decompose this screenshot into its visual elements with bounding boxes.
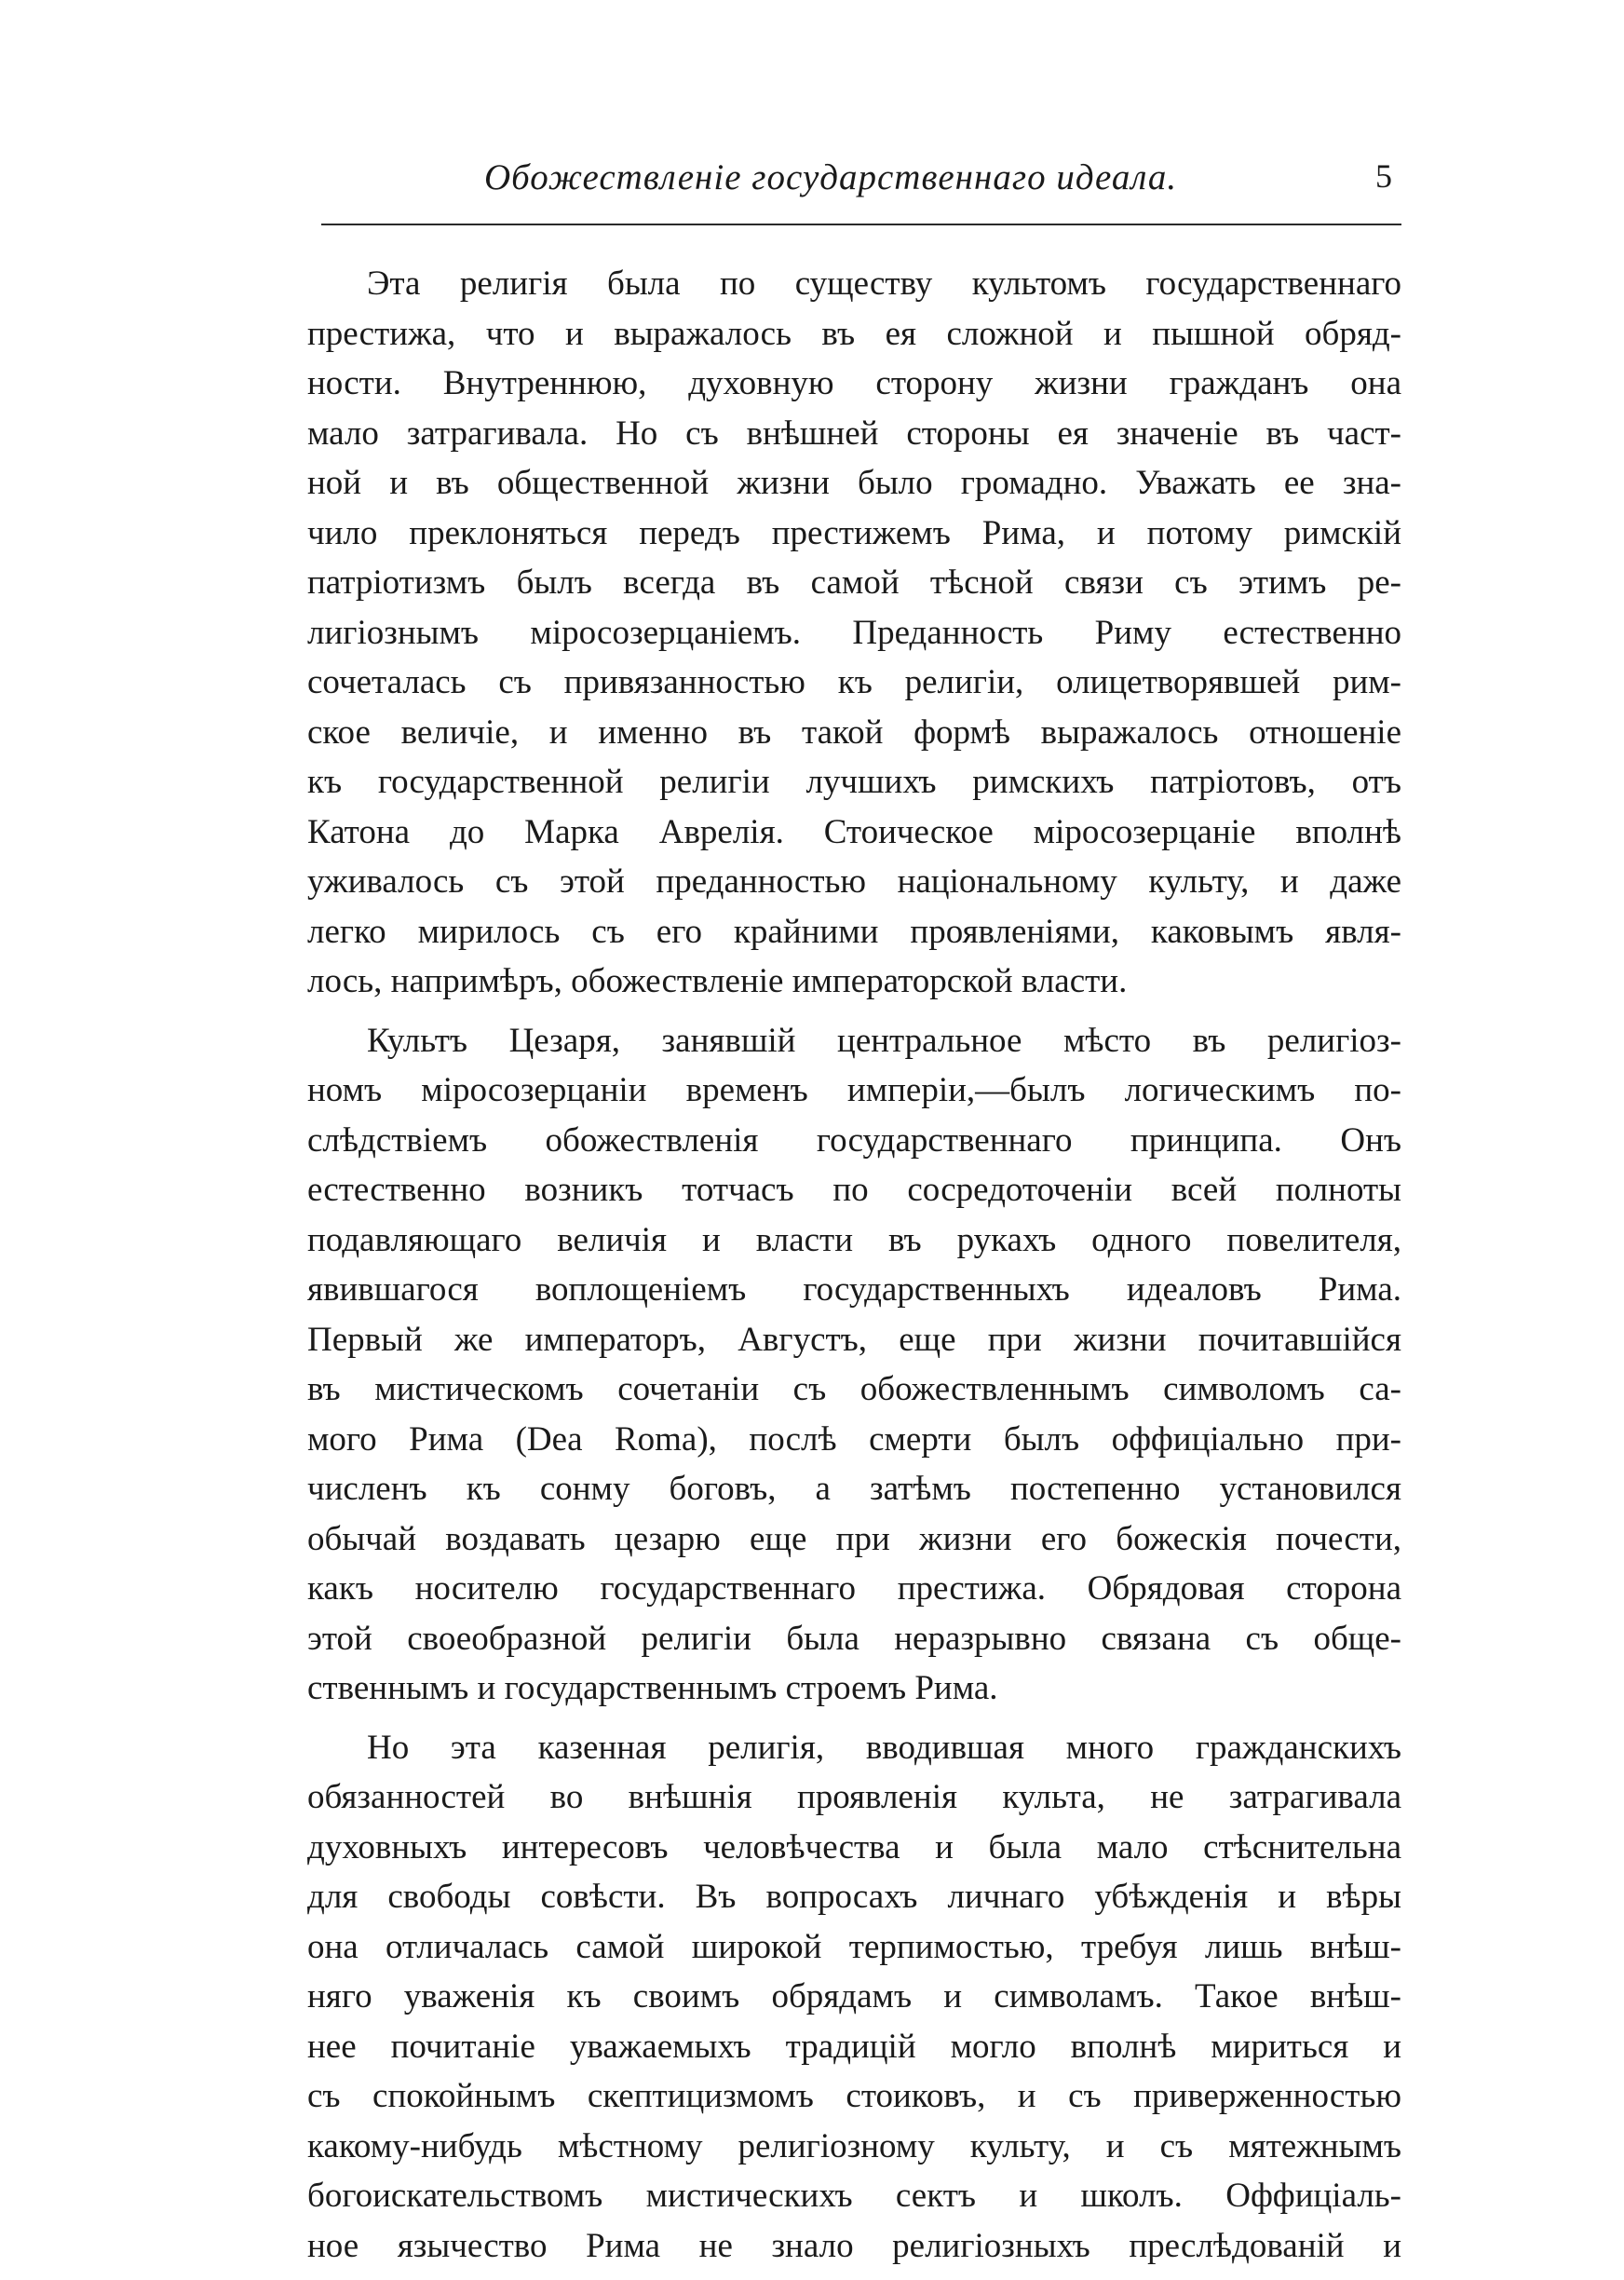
text-line: для свободы совѣсти. Въ вопросахъ личнаго убѣжденія и вѣры xyxy=(307,1878,1401,1916)
text-line: этой своеобразной религіи была неразрывно связана съ обще- xyxy=(307,1619,1401,1658)
text-line: лигіознымъ міросозерцаніемъ. Преданность Риму естественно xyxy=(307,613,1401,652)
text-line: Катона до Марка Аврелія. Стоическое міросозерцаніе вполнѣ xyxy=(307,812,1401,851)
text-line: численъ къ сонму боговъ, а затѣмъ постепенно установился xyxy=(307,1470,1401,1508)
page-number: 5 xyxy=(1375,157,1392,195)
text-line: легко мирилось съ его крайними проявленіями, каковымъ явля- xyxy=(307,912,1401,951)
text-line: слѣдствіемъ обожествленія государственнаго принципа. Онъ xyxy=(307,1120,1401,1160)
body-text xyxy=(307,259,1401,2280)
text-line: духовныхъ интересовъ человѣчества и была мало стѣснительна xyxy=(307,1827,1401,1866)
text-line: съ спокойнымъ скептицизмомъ стоиковъ, и съ приверженностью xyxy=(307,2077,1401,2115)
text-line: уживалось съ этой преданностью національному культу, и даже xyxy=(307,862,1401,901)
text-line: чило преклоняться передъ престижемъ Рима, и потому римскій xyxy=(307,513,1401,552)
text-line: ной и въ общественной жизни было громадно. Уважать ее зна- xyxy=(307,464,1401,502)
text-line: престижа, что и выражалось въ ея сложной и пышной обряд- xyxy=(307,314,1401,353)
running-head xyxy=(321,149,1401,205)
header-rule xyxy=(321,224,1401,225)
text-line: ности. Внутреннюю, духовную сторону жизни гражданъ она xyxy=(307,364,1401,402)
text-line: Первый же императоръ, Августъ, еще при жизни почитавшійся xyxy=(307,1320,1401,1359)
text-line: ное язычество Рима не знало религіозныхъ преслѣдованій и xyxy=(307,2226,1401,2265)
text-line: какому-нибудь мѣстному религіозному культу, и съ мятежнымъ xyxy=(307,2126,1401,2165)
text-line: обязанностей во внѣшнія проявленія культа, не затрагивала xyxy=(307,1778,1401,1816)
text-line: явившагося воплощеніемъ государственныхъ идеаловъ Рима. xyxy=(307,1270,1401,1309)
text-line: Но эта казенная религія, вводившая много гражданскихъ xyxy=(367,1728,1401,1767)
text-line: подавляющаго величія и власти въ рукахъ одного повелителя, xyxy=(307,1220,1401,1259)
running-title: Обожествленіе государственнаго идеала. xyxy=(484,157,1178,197)
text-line: лось, напримѣръ, обожествленіе императорской власти. xyxy=(307,962,1128,1000)
text-line: номъ міросозерцаніи временъ имперіи,—былъ логическимъ по- xyxy=(307,1071,1401,1109)
text-line: Культъ Цезаря, занявшій центральное мѣсто въ религіоз- xyxy=(367,1021,1401,1060)
text-line: ственнымъ и государственнымъ строемъ Рима. xyxy=(307,1669,998,1707)
text-line: ское величіе, и именно въ такой формѣ выражалось отношеніе xyxy=(307,712,1401,752)
text-line: она отличалась самой широкой терпимостью, требуя лишь внѣш- xyxy=(307,1927,1401,1966)
text-line: обычай воздавать цезарю еще при жизни его божескія почести, xyxy=(307,1519,1401,1558)
text-line: какъ носителю государственнаго престижа. Обрядовая сторона xyxy=(307,1569,1401,1608)
paragraph-1 xyxy=(307,259,1401,1007)
text-line: Эта религія была по существу культомъ государственнаго xyxy=(367,265,1401,303)
text-line: богоискательствомъ мистическихъ сектъ и школъ. Оффиціаль- xyxy=(307,2177,1401,2215)
text-line: няго уваженія къ своимъ обрядамъ и символамъ. Такое внѣш- xyxy=(307,1977,1401,2015)
paragraph-2 xyxy=(307,1016,1401,1714)
text-line: мало затрагивала. Но съ внѣшней стороны ея значеніе въ част- xyxy=(307,414,1401,453)
text-line: къ государственной религіи лучшихъ римскихъ патріотовъ, отъ xyxy=(307,763,1401,801)
text-line: естественно возникъ тотчасъ по сосредоточеніи всей полноты xyxy=(307,1171,1401,1209)
paragraph-3 xyxy=(307,1723,1401,2272)
text-line: патріотизмъ былъ всегда въ самой тѣсной связи съ этимъ ре- xyxy=(307,563,1401,602)
text-line: сочеталась съ привязанностью къ религіи, олицетворявшей рим- xyxy=(307,663,1401,701)
text-line: нее почитаніе уважаемыхъ традицій могло вполнѣ мириться и xyxy=(307,2027,1401,2066)
text-line: мого Рима (Dea Roma), послѣ смерти былъ оффиціально при- xyxy=(307,1419,1401,1459)
text-line: въ мистическомъ сочетаніи съ обожествленнымъ символомъ са- xyxy=(307,1370,1401,1408)
